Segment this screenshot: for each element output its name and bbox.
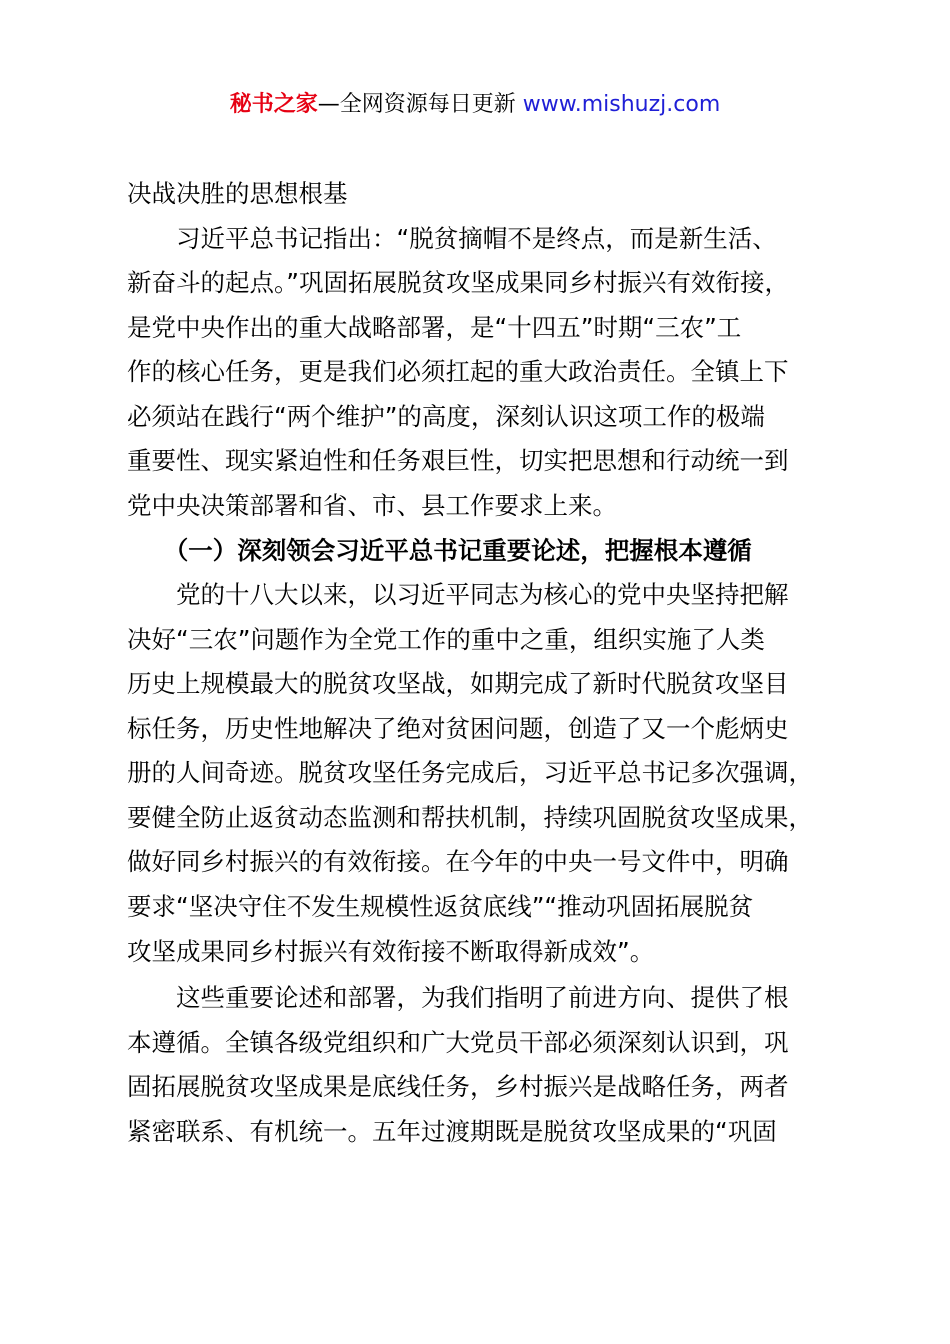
site-tagline: —全网资源每日更新	[317, 92, 523, 117]
text-line: 党的十八大以来，以习近平同志为核心的党中央坚持把解	[127, 580, 789, 609]
text-line: 习近平总书记指出：“脱贫摘帽不是终点，而是新生活、	[127, 224, 777, 253]
section-heading: （一）深刻领会习近平总书记重要论述，把握根本遵循	[127, 536, 752, 565]
text-line: 册的人间奇迹。脱贫攻坚任务完成后，习近平总书记多次强调，	[127, 758, 813, 787]
text-line: 这些重要论述和部署，为我们指明了前进方向、提供了根	[127, 983, 789, 1012]
text-line: 本遵循。全镇各级党组织和广大党员干部必须深刻认识到，巩	[127, 1028, 789, 1057]
text-line: 作的核心任务，更是我们必须扛起的重大政治责任。全镇上下	[127, 357, 789, 386]
text-line: 攻坚成果同乡村振兴有效衔接不断取得新成效”。	[127, 937, 655, 966]
text-line: 决战决胜的思想根基	[127, 179, 348, 208]
text-line: 要健全防止返贫动态监测和帮扶机制，持续巩固脱贫攻坚成果，	[127, 803, 813, 832]
site-url-link[interactable]: www.mishuzj.com	[522, 92, 721, 117]
text-line: 紧密联系、有机统一。五年过渡期既是脱贫攻坚成果的“巩固	[127, 1117, 777, 1146]
text-line: 要求“坚决守住不发生规模性返贫底线”“推动巩固拓展脱贫	[127, 892, 754, 921]
text-line: 做好同乡村振兴的有效衔接。在今年的中央一号文件中，明确	[127, 847, 789, 876]
text-line: 固拓展脱贫攻坚成果是底线任务，乡村振兴是战略任务，两者	[127, 1072, 789, 1101]
site-brand: 秘书之家	[229, 92, 318, 117]
text-line: 决好“三农”问题作为全党工作的重中之重，组织实施了人类	[127, 625, 765, 654]
site-header	[0, 88, 950, 122]
text-line: 是党中央作出的重大战略部署，是“十四五”时期“三农”工	[127, 313, 742, 342]
text-line: 新奋斗的起点。”巩固拓展脱贫攻坚成果同乡村振兴有效衔接，	[127, 268, 789, 297]
text-line: 标任务，历史性地解决了绝对贫困问题，创造了又一个彪炳史	[127, 714, 789, 743]
text-line: 必须站在践行“两个维护”的高度，深刻认识这项工作的极端	[127, 402, 765, 431]
text-line: 党中央决策部署和省、市、县工作要求上来。	[127, 491, 617, 520]
text-line: 重要性、现实紧迫性和任务艰巨性，切实把思想和行动统一到	[127, 446, 789, 475]
text-line: 历史上规模最大的脱贫攻坚战，如期完成了新时代脱贫攻坚目	[127, 669, 789, 698]
